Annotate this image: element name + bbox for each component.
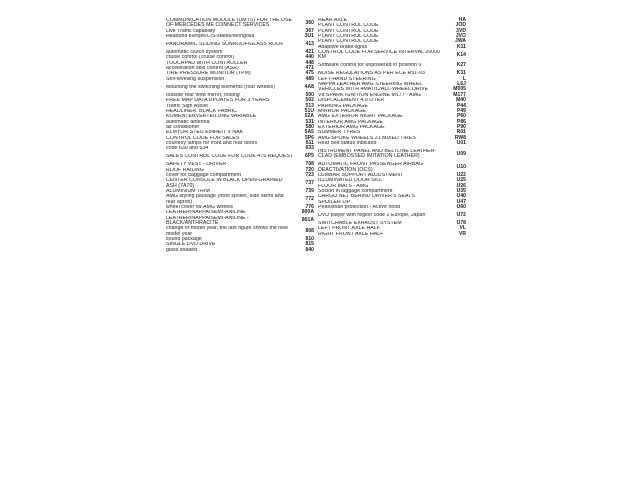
option-code: 720 (305, 166, 314, 173)
option-description: AMG SPOKE WHEELS 21 MIXED TIRES' (318, 135, 417, 141)
option-code-row (166, 152, 314, 163)
option-description: automatic clutch system (166, 50, 223, 56)
option-code: K11 (456, 43, 466, 50)
option-description: code 630 and 634 (166, 146, 209, 152)
option-code: 52A (304, 113, 314, 120)
option-code: 471 (305, 65, 314, 72)
option-description: DVD player with region code 2 Europe, Japan (318, 213, 426, 219)
option-code: 3U1 (304, 33, 314, 40)
option-code-row (166, 39, 314, 50)
option-code-row (166, 77, 314, 82)
option-code: U78 (456, 220, 466, 227)
option-description: NOISE REGULATIONS AS PER ECE R51-03 (318, 71, 425, 77)
option-description: Rear belt status indicator (318, 140, 377, 146)
option-description: ILLUMINATED DOOR SILL (318, 178, 383, 184)
option-code-row (166, 226, 314, 237)
option-code: 502 (305, 97, 314, 104)
option-description: Self-levelling suspension (166, 76, 225, 82)
option-description: Adaptive brake lights (318, 44, 368, 50)
option-code: VL (459, 225, 466, 232)
option-code-row (166, 194, 314, 205)
option-description: INTERIOR AMG PACKAGE (318, 119, 383, 125)
option-code: K14 (456, 51, 466, 58)
option-code: U40 (456, 193, 466, 200)
option-code: M40 (456, 97, 466, 104)
option-code: 475 (305, 70, 314, 77)
option-code: 580 (305, 123, 314, 130)
option-code: 708 (305, 161, 314, 168)
option-code: 440 (305, 54, 314, 61)
option-code: U35 (456, 188, 466, 195)
option-code: 413 (305, 41, 314, 48)
option-description: ROOF RAILING (166, 167, 204, 173)
option-description: AUTOMATIC FRONT PASSENGER AIRBAG DEACTIVATION (OCS) (318, 162, 423, 173)
option-code: 723 (305, 171, 314, 178)
option-code-row (318, 210, 466, 221)
option-description: air conditioner (166, 124, 200, 130)
option-description: LUMBAR SUPPORT ADJUSTMENT (318, 172, 404, 178)
option-code-row (318, 146, 466, 162)
option-code: 489 (305, 75, 314, 82)
option-code-row (166, 248, 314, 253)
option-description: PLANT CONTROL CODE (318, 28, 379, 34)
option-code: JOD (455, 22, 466, 29)
option-description: INSTRUMENT PANEL AND BELTLINE LEATHER-CLAD (EMBOSSED IMITATION LEATHER) (318, 148, 437, 160)
option-description: HEADLINER, BLACK FABRIC (166, 108, 237, 114)
option-description: EXTERIOR AMG PACKAGE (318, 124, 385, 130)
option-code: K31 (456, 70, 466, 77)
option-codes-right-column (318, 18, 466, 237)
option-description: SUMMER TYRES (318, 130, 361, 136)
option-code: R01 (456, 129, 466, 136)
option-description: Live Traffic capability (166, 28, 216, 34)
option-description: Software control for unpowered in position 0 (318, 63, 422, 69)
option-code: L (462, 75, 466, 82)
option-code: P44 (456, 102, 466, 109)
option-description: courtesy lamps for front and rear doors (166, 140, 258, 146)
option-description: AMG EXTERIOR NIGHT PACKAGE (318, 114, 403, 120)
option-description: SPOILER LIP (318, 199, 351, 205)
option-code: 800A (301, 209, 314, 216)
option-description: Headunit europe/CIS-states/Mongolia (166, 34, 255, 40)
option-code-row (318, 205, 466, 210)
option-code: 421 (305, 49, 314, 56)
option-code: 815 (305, 241, 314, 248)
option-description: AMG styling package (front spoiler, side skirts and rear apron) (166, 194, 284, 205)
option-code: 840 (305, 246, 314, 253)
option-description: PANORAMIC SLIDING SUNROOF/GLASS ROOF (166, 42, 284, 48)
option-code: JVO (455, 33, 466, 40)
option-code: K27 (456, 62, 466, 69)
option-code: 633 (305, 145, 314, 152)
option-description: acceleration skid control (ASR) (166, 66, 239, 72)
option-description: MIRROR PACKAGE (318, 108, 366, 114)
option-code: 51U (304, 107, 314, 114)
option-code: 810 (305, 236, 314, 243)
option-description: SWITCHABLE EXHAUST SYSTEM (318, 221, 402, 227)
option-code: 448 (305, 59, 314, 66)
option-code: 611 (305, 139, 314, 146)
option-code-row (318, 162, 466, 173)
option-description: FREE MAP DATA UPDATES FOR 3 YEARS (166, 98, 270, 104)
option-code: P90 (456, 123, 466, 130)
option-code: 737 (305, 179, 314, 186)
option-description: TOUCHPAD WITH CONTROLLER (166, 60, 248, 66)
option-description: SINGLE DVD DRIVE (166, 242, 216, 248)
option-description: RIGHT FRONT AXLE HALF (318, 231, 384, 237)
option-code: 3VD (456, 27, 466, 34)
option-description: cruise control (cruise control) (166, 55, 235, 61)
option-code: P49 (456, 107, 466, 114)
option-description: LEATHER/NAPPA/SEMI-ANILINE (166, 210, 246, 216)
option-description: PLANT CONTROL CODE (318, 23, 379, 29)
option-codes-left-column (166, 18, 314, 253)
option-code: 6P5 (304, 153, 314, 160)
option-code: P86 (456, 118, 466, 125)
option-code: 367 (305, 27, 314, 34)
option-code-row (166, 82, 314, 93)
option-code: M177 (453, 91, 466, 98)
option-description: SAFETY VEST - DRIVER (166, 162, 227, 168)
option-code: L6J (457, 81, 466, 88)
option-description: glass shaded (166, 247, 198, 253)
option-code: 5P6 (304, 134, 314, 141)
option-code: VR (458, 230, 466, 237)
option-code-row (318, 61, 466, 72)
option-description: CENTER CONSOLE IN BLACK OPEN-GRAINED ASH (7A70) (166, 178, 283, 189)
option-code: 808 (305, 228, 314, 235)
option-code: 360 (305, 19, 314, 26)
option-description: TIRE PRESSURE MONITOR (TPM) (166, 71, 251, 77)
option-description: VEHICLES WITH 4MATIC/ALL-WHEEL DRIVE (318, 87, 429, 93)
option-code-row (166, 178, 314, 189)
option-description: Socket in luggage compartment (318, 189, 393, 195)
option-code: U01 (456, 139, 466, 146)
option-description: Traffic Sign Assist (166, 103, 208, 109)
option-code: 500 (305, 91, 314, 98)
option-code-row (166, 18, 314, 29)
option-description: cover for baggage compartment (166, 172, 241, 178)
option-code: P60 (456, 113, 466, 120)
option-code-row (166, 146, 314, 151)
option-description: Pedestrian protection - Active hood (318, 205, 401, 211)
option-code: U10 (456, 163, 466, 170)
option-code: HA (458, 17, 466, 23)
option-code-row (318, 50, 466, 61)
option-description: FLOOR MATS - AMG (318, 183, 369, 189)
option-description: COMMUNICATION MODULE (UMTS) FOR THE USE OF MERCEDES ME CONNECT SERVICES (166, 18, 292, 29)
option-description: wheel cover for AMG wheels (166, 205, 234, 211)
option-description: NAPPA LEATHER AMG STEERING WHEEL (318, 82, 423, 88)
option-code: U09 (456, 150, 466, 157)
option-code: 772 (305, 196, 314, 203)
option-code: 531 (305, 118, 314, 125)
option-description: SALES CONTROL CODE FOR CODE 475 REQUEST (166, 154, 294, 160)
option-description: DISPLACEMENT 4.0 LITER (318, 98, 385, 104)
option-description: CONTROL CODE FOR SALES (166, 135, 240, 141)
option-code: U47 (456, 198, 466, 205)
option-code: U25 (456, 177, 466, 184)
option-description: LEFT FRONT AXLE HALF (318, 226, 380, 232)
option-code: 739 (305, 188, 314, 194)
option-description: sound package (166, 237, 202, 243)
option-description: KOMENTERVERTEILUNG VARIABLE (166, 114, 257, 120)
option-description: automatic antenna (166, 119, 210, 125)
option-code: 513 (305, 102, 314, 109)
option-code: 801A (301, 217, 314, 224)
option-code: U22 (456, 171, 466, 178)
option-code: U26 (456, 182, 466, 189)
option-code: RW8 (454, 134, 466, 141)
option-code: U72 (456, 212, 466, 219)
option-description: LEFT-HAND STEERING (318, 76, 376, 82)
option-description: REAR AXLE (318, 18, 348, 23)
option-code: 776 (305, 204, 314, 211)
option-description: LEATHER/NAPPA/SEMI-ANILINE - BLACK/ANTHRACITE (166, 215, 249, 227)
option-description: outside rear view mirror, folding (166, 92, 240, 98)
option-code: 5A5 (304, 129, 314, 136)
option-description: CONTROL CODE FOR SERVICE INTERVAL 20000 KM (318, 50, 441, 61)
option-description: V8 SPARK IGNITION ENGINE M177 - AMG (318, 92, 422, 98)
option-code-row (166, 34, 314, 39)
option-code-row (318, 232, 466, 237)
option-description: ELMYOR.STEU.EINHEIT V NAK (166, 130, 244, 136)
option-code: 4A8 (304, 83, 314, 90)
option-code: M005 (453, 86, 466, 93)
option-code-row (318, 141, 466, 146)
option-description: CARGO NET BEHIND DRIVER'S SEATS (318, 194, 415, 200)
option-code-row (166, 216, 314, 227)
option-description: PLANT CONTROL CODE (318, 34, 379, 40)
option-code: U60 (456, 204, 466, 211)
option-description: ALUMINIUM TRIM (166, 189, 210, 194)
option-code: JWA (455, 38, 466, 45)
option-description: PLANT CONTROL CODE (318, 39, 379, 45)
option-description: Mounting the switching elements (four wheels) (166, 84, 275, 90)
option-description: change of model year, the last figure shows the new model year (166, 226, 288, 237)
option-description: PARKING PACKAGE (318, 103, 368, 109)
